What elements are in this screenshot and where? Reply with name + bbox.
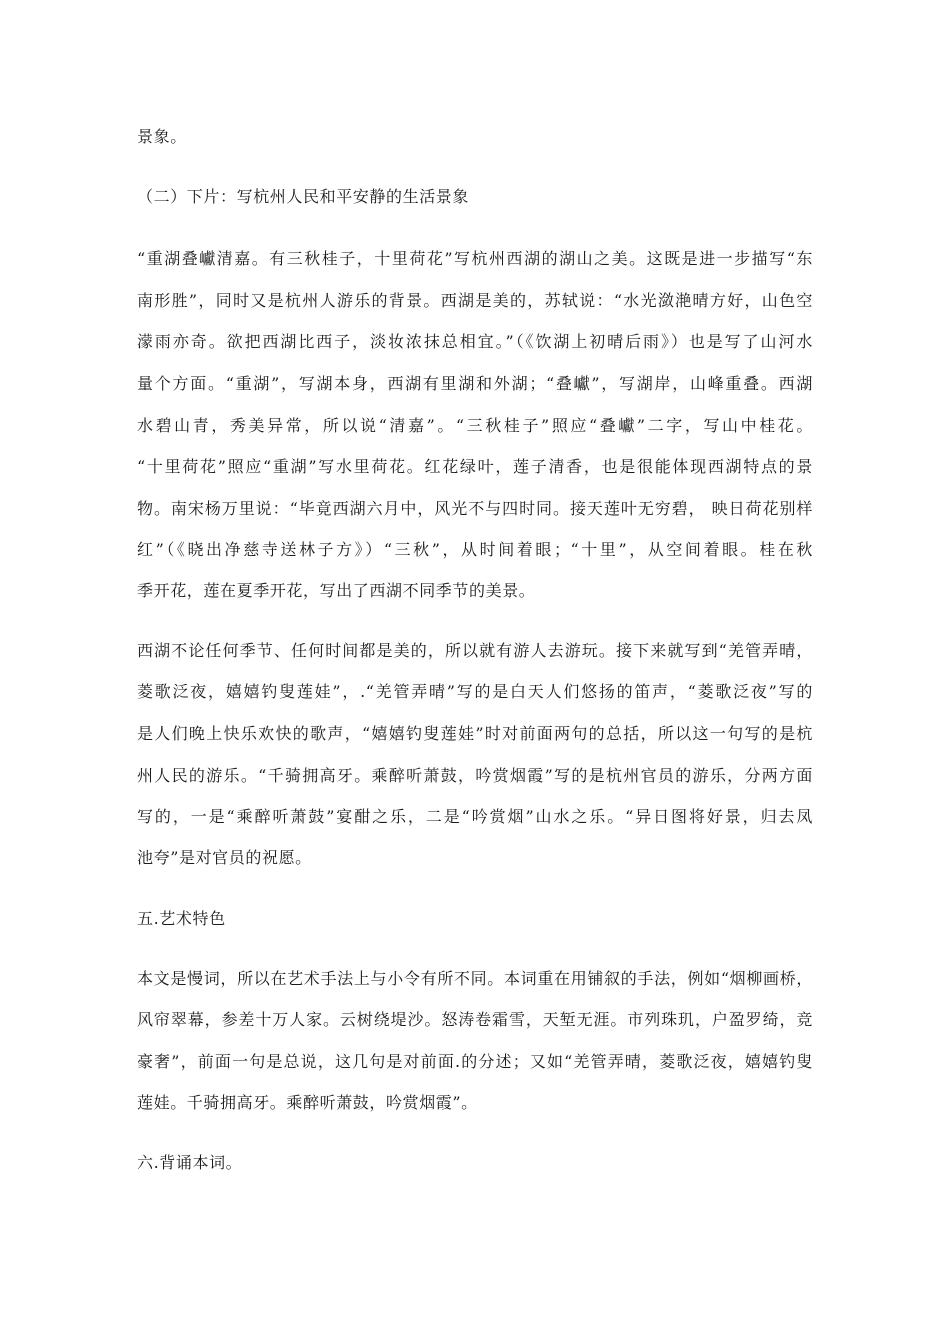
text-line: “十里荷花”照应“重湖”写水里荷花。红花绿叶，莲子清香，也是很能体现西湖特点的景 [137, 457, 813, 476]
text-line: 州人民的游乐。“千骑拥高牙。乘醉听萧鼓，吟赏烟霞”写的是杭州官员的游乐，分两方面 [137, 766, 813, 785]
text-line: 红”（《晓出净慈寺送林子方》）“三秋”，从时间着眼；“十里”，从空间着眼。桂在秋 [137, 540, 813, 559]
text-line: 是人们晚上快乐欢快的歌声，“嬉嬉钓叟莲娃”时对前面两句的总括，所以这一句写的是杭 [137, 724, 813, 743]
section-heading: 六.背诵本词。 [137, 1153, 243, 1172]
text-line: 莲娃。千骑拥高牙。乘醉听萧鼓，吟赏烟霞”。 [137, 1093, 478, 1112]
text-line: “重湖叠巘清嘉。有三秋桂子，十里荷花”写杭州西湖的湖山之美。这既是进一步描写“东 [137, 249, 813, 268]
text-line: 濛雨亦奇。欲把西湖比西子，淡妆浓抹总相宜。”（《饮湖上初晴后雨》）也是写了山河水 [137, 332, 813, 351]
text-line: 池夸”是对官员的祝愿。 [137, 848, 312, 867]
text-line: 水碧山青，秀美异常，所以说“清嘉”。“三秋桂子”照应“叠巘”二字，写山中桂花。 [137, 416, 813, 435]
text-line: 写的，一是“乘醉听萧鼓”宴酣之乐，二是“吟赏烟”山水之乐。“异日图将好景，归去凤 [137, 807, 813, 826]
text-line: 景象。 [137, 127, 187, 146]
text-line: 豪奢”，前面一句是总说，这几句是对前面.的分述；又如“羌管弄晴，菱歌泛夜，嬉嬉钓叟 [137, 1052, 813, 1071]
text-line: 季开花，莲在夏季开花，写出了西湖不同季节的美景。 [137, 581, 536, 600]
text-line: 西湖不论任何季节、任何时间都是美的，所以就有游人去游玩。接下来就写到“羌管弄晴， [137, 641, 813, 660]
text-line: 量个方面。“重湖”，写湖本身，西湖有里湖和外湖；“叠巘”，写湖岸，山峰重叠。西湖 [137, 374, 813, 393]
text-line: 菱歌泛夜，嬉嬉钓叟莲娃”，.“羌管弄晴”写的是白天人们悠扬的笛声，“菱歌泛夜”写的 [137, 682, 813, 701]
text-line: 风帘翠幕，参差十万人家。云树绕堤沙。怒涛卷霜雪，天堑无涯。市列珠玑，户盈罗绮，竞 [137, 1010, 813, 1029]
section-heading: （二）下片：写杭州人民和平安静的生活景象 [137, 187, 470, 206]
text-line: 物。南宋杨万里说：“毕竟西湖六月中，风光不与四时同。接天莲叶无穷碧， 映日荷花别样 [137, 499, 813, 518]
text-line: 本文是慢词，所以在艺术手法上与小令有所不同。本词重在用铺叙的手法，例如“烟柳画桥， [137, 969, 813, 988]
text-line: 南形胜”，同时又是杭州人游乐的背景。西湖是美的，苏轼说：“水光潋滟晴方好，山色空 [137, 291, 813, 310]
section-heading: 五.艺术特色 [137, 909, 226, 928]
